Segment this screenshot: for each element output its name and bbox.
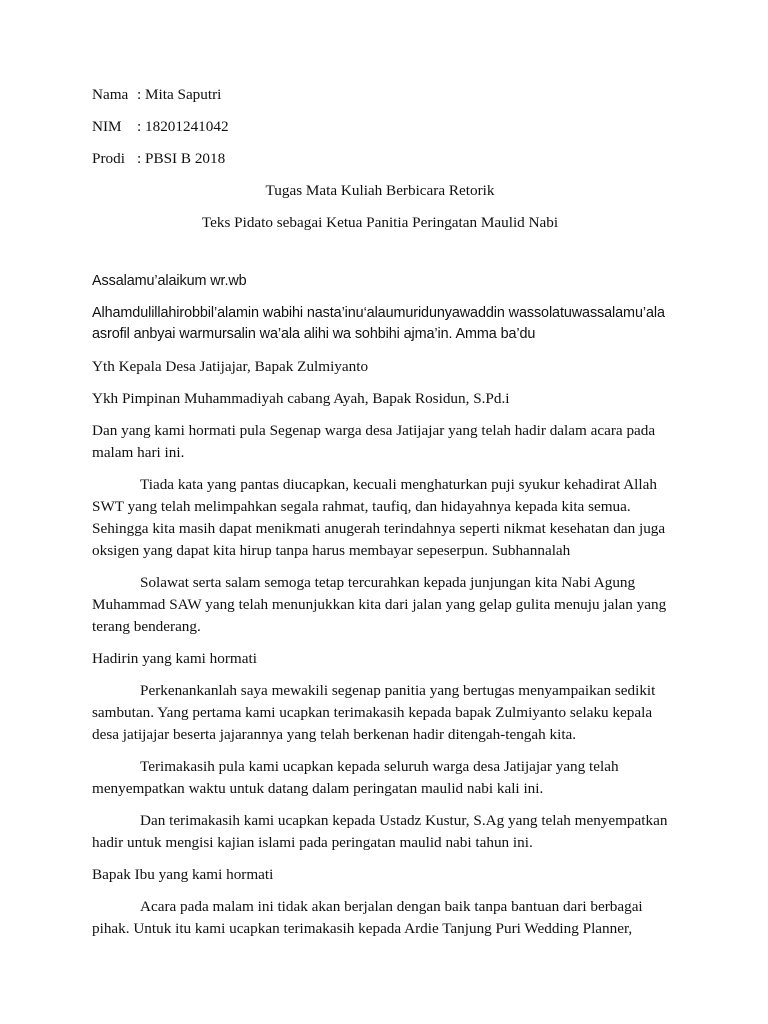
- paragraph-gratitude: Tiada kata yang pantas diucapkan, kecuali menghaturkan puji syukur kehadirat Allah SWT yang telah melimpahkan segala rahmat, taufiq, dan hidayahnya kepada kita semua. Sehingga kita masih dapat menikmati anugerah terindahnya seperti nikmat kesehatan dan juga oksigen yang dapat kita hirup tanpa harus membayar sepeserpun. Subhannalah: [92, 476, 666, 559]
- identity-nama-value: : Mita Saputri: [137, 86, 222, 103]
- paragraph-thanks-ustadz: Dan terimakasih kami ucapkan kepada Ustadz Kustur, S.Ag yang telah menyempatkan hadir untuk mengisi kajian islami pada peringatan maulid nabi tahun ini.: [92, 812, 668, 851]
- opening-prayer: Alhamdulillahirobbil’alamin wabihi nasta’inu‘alaumuridunyawaddin wassolatuwassalamu’ala asrofil anbyai warmursalin wa’ala alihi wa sohbihi ajma’in. Amma ba’du: [92, 305, 665, 342]
- spacer: [92, 244, 668, 270]
- paragraph-solawat: Solawat serta salam semoga tetap tercurahkan kepada junjungan kita Nabi Agung Muhammad SAW yang telah menunjukkan kita dari jalan yang gelap gulita menuju jalan yang terang benderang.: [92, 574, 667, 635]
- document-content: [92, 84, 668, 950]
- identity-prodi-value: : PBSI B 2018: [137, 150, 226, 167]
- identity-nama-label: Nama: [92, 86, 129, 103]
- heading-bapak-ibu: Bapak Ibu yang kami hormati: [92, 866, 274, 883]
- identity-prodi-row: [92, 148, 668, 170]
- greeting: Assalamu’alaikum wr.wb: [92, 273, 247, 289]
- identity-nama-row: [92, 84, 668, 106]
- identity-nim-label: NIM: [92, 118, 122, 135]
- identity-nim-row: [92, 116, 668, 138]
- paragraph-thanks-sponsors: Acara pada malam ini tidak akan berjalan dengan baik tanpa bantuan dari berbagai pihak. Untuk itu kami ucapkan terimakasih kepada Ardie Tanjung Puri Wedding Planner,: [92, 898, 643, 937]
- salutation-yth: Yth Kepala Desa Jatijajar, Bapak Zulmiyanto: [92, 358, 369, 375]
- title-speech: Teks Pidato sebagai Ketua Panitia Peringatan Maulid Nabi: [201, 214, 559, 231]
- heading-hadirin: Hadirin yang kami hormati: [92, 650, 257, 667]
- identity-nim-value: : 18201241042: [137, 118, 229, 135]
- salutation-ykh: Ykh Pimpinan Muhammadiyah cabang Ayah, Bapak Rosidun, S.Pd.i: [92, 390, 510, 407]
- title-course: Tugas Mata Kuliah Berbicara Retorik: [265, 182, 495, 199]
- paragraph-thanks-residents: Terimakasih pula kami ucapkan kepada seluruh warga desa Jatijajar yang telah menyempatkan waktu untuk datang dalam peringatan maulid nabi kali ini.: [92, 758, 619, 797]
- paragraph-introduction: Perkenankanlah saya mewakili segenap panitia yang bertugas menyampaikan sedikit sambutan. Yang pertama kami ucapkan terimakasih kepada bapak Zulmiyanto selaku kepala desa jatijajar beserta jajarannya yang telah berkenan hadir ditengah-tengah kita.: [92, 682, 656, 743]
- salutation-audience: Dan yang kami hormati pula Segenap warga desa Jatijajar yang telah hadir dalam acara pada malam hari ini.: [92, 422, 656, 461]
- identity-prodi-label: Prodi: [92, 150, 125, 167]
